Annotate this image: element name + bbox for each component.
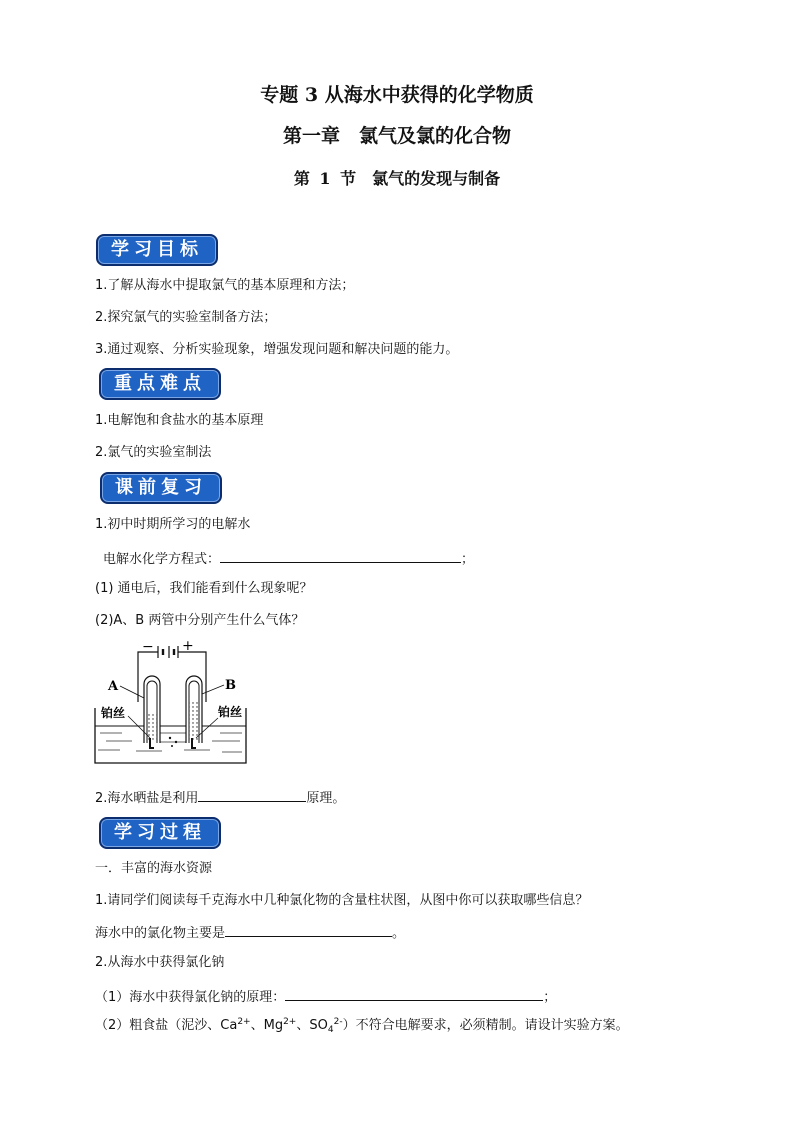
keypoints-badge: 重点难点 [99, 368, 221, 400]
q2-prefix: 2.海水晒盐是利用 [95, 791, 199, 806]
mg-charge: 2+ [283, 1017, 297, 1027]
keypoint-item-1: 1.电解饱和食盐水的基本原理 [95, 413, 264, 428]
item2-sub1-suffix: ； [543, 990, 557, 1005]
item1-answer-suffix: 。 [392, 926, 406, 941]
process-item-2: 2.从海水中获得氯化钠 [95, 955, 225, 970]
item2-sub2-text-c: 、SO [296, 1018, 328, 1033]
objectives-badge: 学习目标 [96, 234, 218, 266]
electrode-left-label: 铂丝 [101, 706, 126, 720]
review-q1-sub1: (1) 通电后，我们能看到什么现象呢？ [95, 581, 313, 596]
tube-b-label: B [225, 678, 236, 693]
q2-blank[interactable] [198, 787, 306, 802]
formula-blank[interactable] [220, 548, 461, 563]
objective-item-1: 1.了解从海水中提取氯气的基本原理和方法； [95, 278, 355, 293]
review-q1-formula-line [103, 548, 474, 569]
battery-plus: + [182, 638, 194, 654]
process-item-2-sub2 [95, 1017, 629, 1036]
review-badge: 课前复习 [100, 472, 222, 504]
chapter-title: 第一章 氯气及氯的化合物 [282, 125, 511, 147]
item2-sub2-text-a: （2）粗食盐（泥沙、Ca [95, 1018, 238, 1033]
page-title: 专题 3 从海水中获得的化学物质 [260, 84, 534, 106]
process-heading-1: 一．丰富的海水资源 [95, 861, 213, 876]
item2-sub2-text-b: 、Mg [250, 1018, 284, 1033]
formula-end: ； [461, 552, 475, 567]
item2-sub1-prefix: （1）海水中获得氯化钠的原理： [95, 990, 286, 1005]
section-title: 第 1 节 氯气的发现与制备 [293, 169, 501, 188]
review-q1: 1.初中时期所学习的电解水 [95, 517, 251, 532]
tube-a-label: A [108, 679, 119, 694]
process-item-1: 1.请同学们阅读每千克海水中几种氯化物的含量柱状图，从图中你可以获取哪些信息？ [95, 893, 589, 908]
item2-sub1-blank[interactable] [285, 986, 543, 1001]
review-q1-sub2: (2)A、B 两管中分别产生什么气体？ [95, 613, 305, 628]
so4-subscript: 4 [327, 1025, 334, 1035]
process-item-2-sub1 [95, 986, 556, 1007]
ca-charge: 2+ [237, 1017, 251, 1027]
keypoint-item-2: 2.氯气的实验室制法 [95, 445, 212, 460]
process-badge: 学习过程 [99, 817, 221, 849]
item1-answer-blank[interactable] [225, 922, 392, 937]
formula-label: 电解水化学方程式： [103, 552, 221, 567]
review-q2 [95, 787, 345, 808]
objective-item-3: 3.通过观察、分析实验现象，增强发现问题和解决问题的能力。 [95, 342, 459, 357]
battery-minus: − [142, 639, 154, 655]
process-item-1-answer [95, 922, 405, 943]
so4-charge: 2- [333, 1017, 343, 1027]
item1-answer-prefix: 海水中的氯化物主要是 [95, 926, 226, 941]
q2-suffix: 原理。 [306, 791, 346, 806]
electrolysis-diagram [92, 638, 254, 768]
objective-item-2: 2.探究氯气的实验室制备方法； [95, 310, 277, 325]
item2-sub2-text-d: ）不符合电解要求，必须精制。请设计实验方案。 [342, 1018, 629, 1033]
electrode-right-label: 铂丝 [218, 705, 243, 719]
